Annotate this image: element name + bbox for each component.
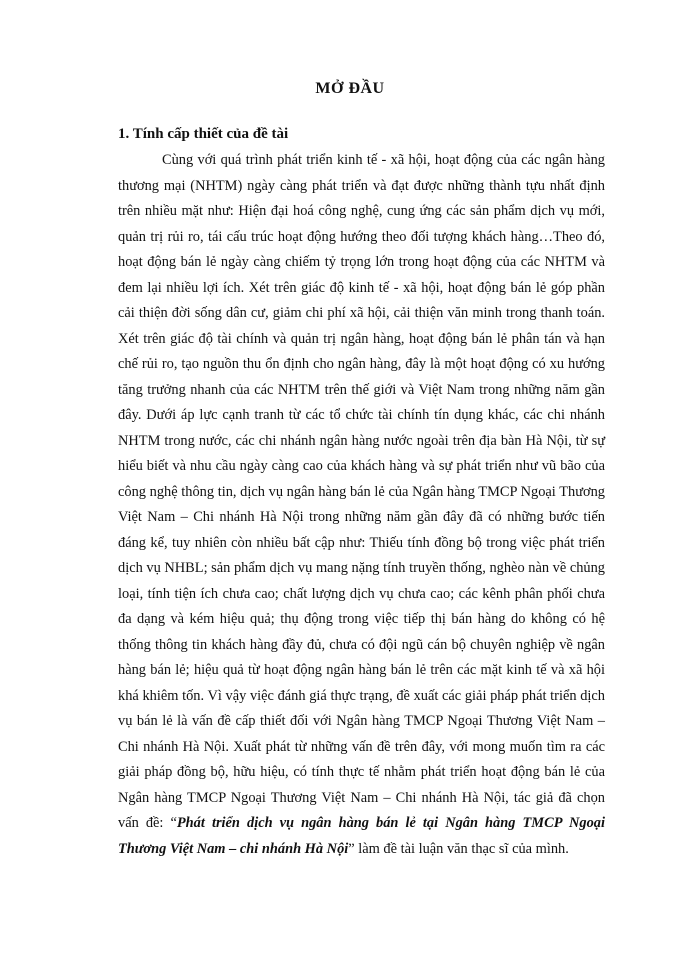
thesis-title: Phát triển dịch vụ ngân hàng bán lẻ tại Ngân hàng TMCP Ngoại Thương Việt Nam – chi nhánh Hà Nội xyxy=(118,815,605,857)
paragraph-text-after: ” làm đề tài luận văn thạc sĩ của mình. xyxy=(348,840,569,857)
page-title: MỞ ĐẦU xyxy=(315,80,385,97)
paragraph-text-before: Cùng với quá trình phát triển kinh tế - xã hội, hoạt động của các ngân hàng thương mại (NHTM) ngày càng phát triển và đạt được những thành tựu nhất định trên nhiều mặt như: Hiện đại hoá công nghệ, cung ứng các sản phẩm dịch vụ mới, quản trị rủi ro, tái cấu trúc hoạt động hướng theo đối tượng khách hàng…Theo đó, hoạt động bán lẻ ngày càng chiếm tỷ trọng lớn trong hoạt động của các NHTM và đem lại nhiều lợi ích. Xét trên giác độ kinh tế - xã hội, hoạt động bán lẻ góp phần cải thiện đời sống dân cư, giảm chi phí xã hội, cải thiện văn minh trong thanh toán. Xét trên giác độ tài chính và quản trị ngân hàng, hoạt động bán lẻ phân tán và hạn chế rủi ro, tạo nguồn thu ổn định cho ngân hàng, đây là một hoạt động có xu hướng tăng trưởng nhanh của các NHTM trên thế giới và Việt Nam trong những năm gần đây. Dưới áp lực cạnh tranh từ các tổ chức tài chính tín dụng khác, các chi nhánh NHTM trong nước, các chi nhánh ngân hàng nước ngoài trên địa bàn Hà Nội, từ sự hiểu biết và nhu cầu ngày càng cao của khách hàng và sự phát triển như vũ bão của công nghệ thông tin, dịch vụ ngân hàng bán lẻ của Ngân hàng TMCP Ngoại Thương Việt Nam – Chi nhánh Hà Nội trong những năm gần đây đã có những bước tiến đáng kể, tuy nhiên còn nhiều bất cập như: Thiếu tính đồng bộ trong việc phát triển dịch vụ NHBL; sản phẩm dịch vụ mang nặng tính truyền thống, nghèo nàn về chủng loại, tính tiện ích chưa cao; chất lượng dịch vụ chưa cao; các kênh phân phối chưa đa dạng và kém hiệu quả; thụ động trong việc tiếp thị bán hàng do không có hệ thống thông tin khách hàng đầy đủ, chưa có đội ngũ cán bộ chuyên nghiệp về ngân hàng bán lẻ; hiệu quả từ hoạt động ngân hàng bán lẻ trên các mặt kinh tế và xã hội khá khiêm tốn. Vì vậy việc đánh giá thực trạng, đề xuất các giải pháp phát triển dịch vụ bán lẻ là vấn đề cấp thiết đối với Ngân hàng TMCP Ngoại Thương Việt Nam – Chi nhánh Hà Nội. Xuất phát từ những vấn đề trên đây, với mong muốn tìm ra các giải pháp đồng bộ, hữu hiệu, có tính thực tế nhằm phát triển hoạt động bán lẻ của Ngân hàng TMCP Ngoại Thương Việt Nam – Chi nhánh Hà Nội, tác giả đã chọn vấn đề: “ xyxy=(118,152,605,831)
body-paragraph xyxy=(118,148,605,862)
section-heading: 1. Tính cấp thiết của đề tài xyxy=(118,126,289,142)
